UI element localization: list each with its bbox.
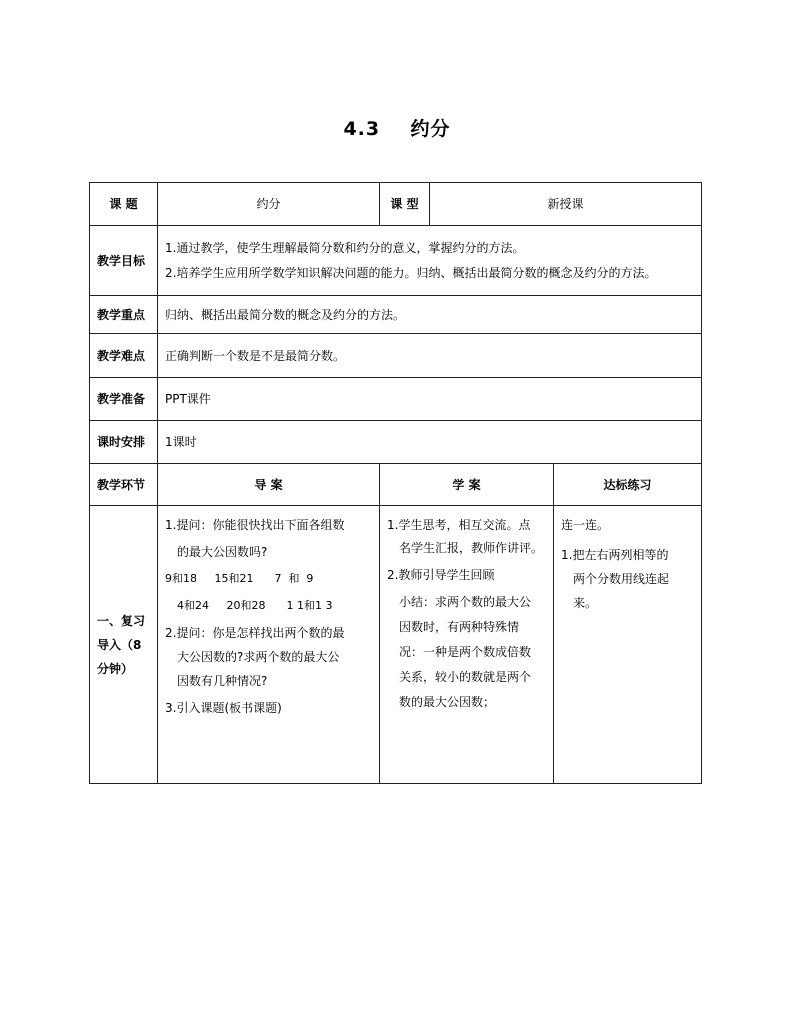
guide-q3: 3.引入课题(板书课题) <box>165 701 282 715</box>
type-value: 新授课 <box>430 183 702 226</box>
practice-p1a: 1.把左右两列相等的 <box>561 548 669 562</box>
study-s2e: 关系，较小的数就是两个 <box>399 670 532 684</box>
guide-q2c: 因数有几种情况? <box>177 674 268 688</box>
type-label: 课 型 <box>380 183 430 226</box>
guide-q2a: 2.提问：你是怎样找出两个数的最 <box>165 626 345 640</box>
keypoint-label: 教学重点 <box>90 296 158 334</box>
goal-2: 2.培养学生应用所学数学知识解决问题的能力。归纳、概括出最简分数的概念及约分的方法。 <box>165 266 657 280</box>
topic-value: 约分 <box>158 183 380 226</box>
study-s2b: 小结：求两个数的最大公 <box>399 595 532 609</box>
goals-row <box>90 226 702 296</box>
study-s2c: 因数时，有两种特殊情 <box>399 620 520 634</box>
study-s1a: 1.学生思考，相互交流。点 <box>387 518 531 532</box>
guide-q1b: 的最大公因数吗? <box>177 545 268 559</box>
time-row <box>90 421 702 464</box>
difficulty-value: 正确判断一个数是不是最简分数。 <box>158 334 702 378</box>
guide-pairs-2: 4和24 20和28 1 1和1 3 <box>177 599 333 612</box>
stage1-row <box>90 506 702 784</box>
guide-pairs-1: 9和18 15和21 7 和 9 <box>165 572 314 585</box>
prep-row <box>90 378 702 421</box>
process-header-row <box>90 464 702 506</box>
guide-header: 导 案 <box>158 464 380 506</box>
guide-q1a: 1.提问：你能很快找出下面各组数 <box>165 518 345 532</box>
study-s1b: 名学生汇报，教师作讲评。 <box>399 541 544 555</box>
practice-p1c: 来。 <box>573 596 598 610</box>
prep-value: PPT课件 <box>158 378 702 421</box>
goals-label: 教学目标 <box>90 226 158 296</box>
guide-q2b: 大公因数的?求两个数的最大公 <box>177 650 340 664</box>
page-title: 4.3 约分 <box>343 118 451 140</box>
difficulty-label: 教学难点 <box>90 334 158 378</box>
study-s2: 2.教师引导学生回顾 <box>387 568 495 582</box>
time-value: 1课时 <box>158 421 702 464</box>
stage1-practice <box>554 506 702 784</box>
topic-label: 课 题 <box>90 183 158 226</box>
study-header: 学 案 <box>380 464 554 506</box>
keypoint-row <box>90 296 702 334</box>
practice-header: 达标练习 <box>554 464 702 506</box>
topic-row <box>90 183 702 226</box>
stage1-guide <box>158 506 380 784</box>
difficulty-row <box>90 334 702 378</box>
study-s2d: 况：一种是两个数成倍数 <box>399 645 532 659</box>
practice-p1b: 两个分数用线连起 <box>573 572 670 586</box>
stage-header: 教学环节 <box>90 464 158 506</box>
practice-p0: 连一连。 <box>561 518 610 532</box>
lesson-plan-table <box>89 182 702 784</box>
prep-label: 教学准备 <box>90 378 158 421</box>
stage1-label: 一、复习导入（8分钟） <box>90 506 158 784</box>
goal-1: 1.通过教学，使学生理解最简分数和约分的意义，掌握约分的方法。 <box>165 241 525 255</box>
stage1-study <box>380 506 554 784</box>
goals-cell <box>158 226 702 296</box>
study-s2f: 数的最大公因数； <box>399 695 496 709</box>
keypoint-value: 归纳、概括出最简分数的概念及约分的方法。 <box>158 296 702 334</box>
time-label: 课时安排 <box>90 421 158 464</box>
